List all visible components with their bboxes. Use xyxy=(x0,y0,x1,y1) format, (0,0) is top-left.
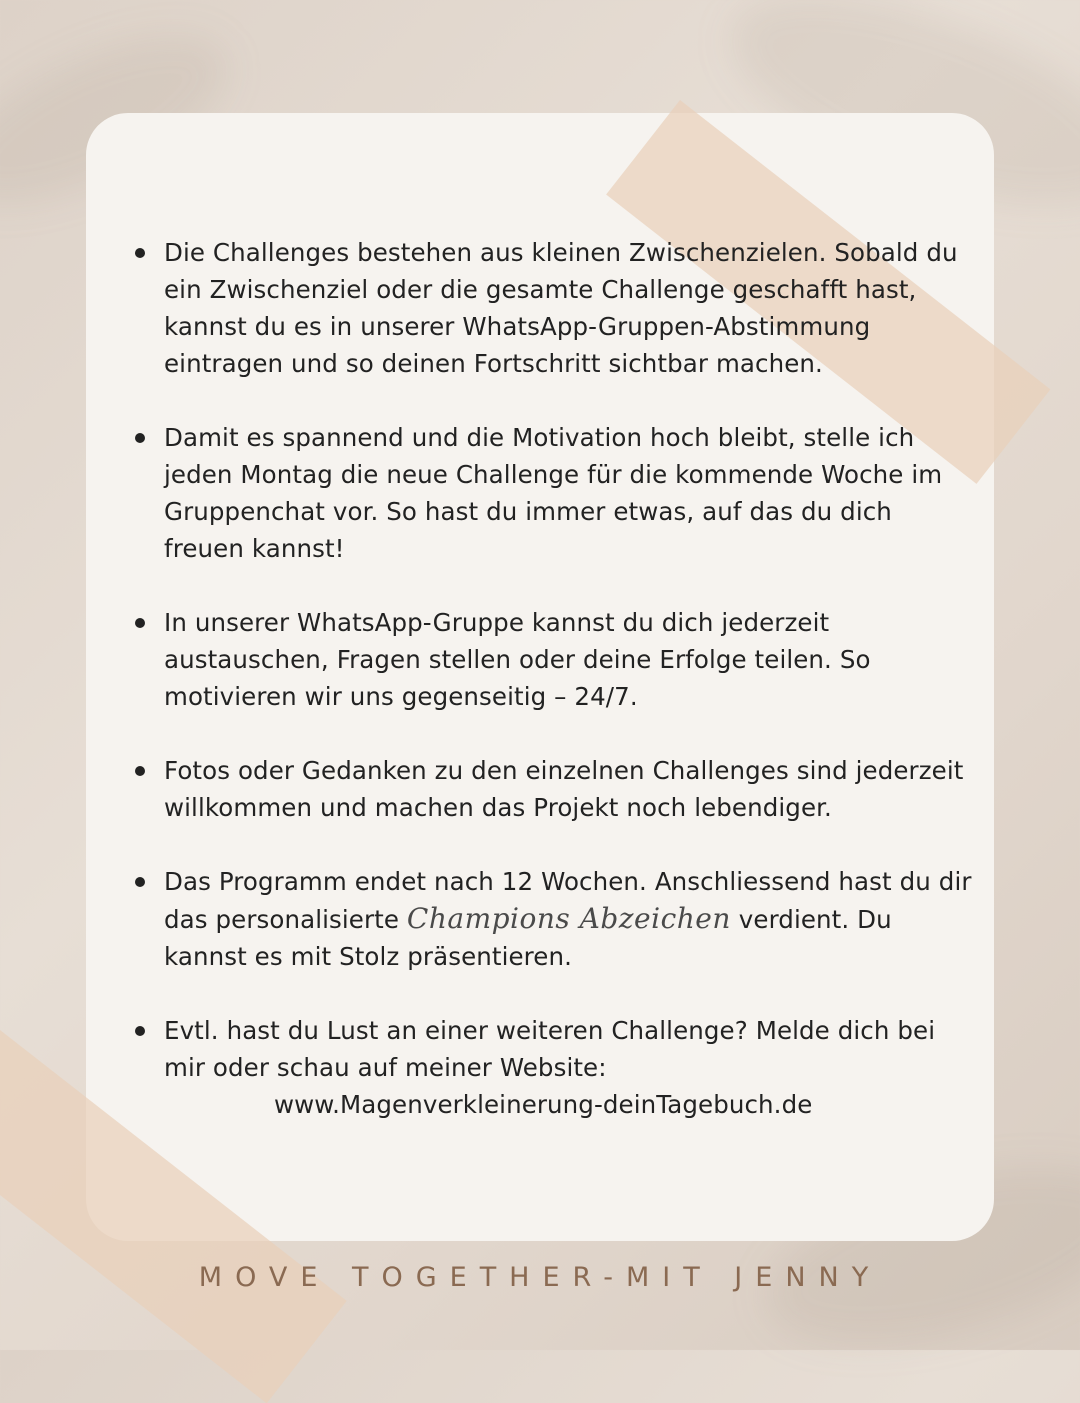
bullet-icon xyxy=(135,618,145,628)
bullet-text: Evtl. hast du Lust an einer weiteren Challenge? Melde dich bei mir oder schau auf meiner Website: xyxy=(164,1016,936,1082)
website-link[interactable]: www.Magenverkleinerung-deinTagebuch.de xyxy=(274,1090,813,1119)
bullet-text-before: Das Programm endet nach 12 Wochen. Anschliessend hast du dir das personalisierte xyxy=(164,867,972,934)
champions-badge-script-text: Champions Abzeichen xyxy=(406,902,731,935)
bullet-text: In unserer WhatsApp-Gruppe kannst du dich jederzeit austauschen, Fragen stellen oder deine Erfolge teilen. So motivieren wir uns gegenseitig – 24/7. xyxy=(164,608,871,711)
list-item xyxy=(135,604,975,715)
bullet-icon xyxy=(135,766,145,776)
list-item xyxy=(135,1012,975,1123)
bullet-icon xyxy=(135,877,145,887)
info-bullet-list xyxy=(135,234,975,1160)
footer-brand: MOVE TOGETHER-MIT JENNY xyxy=(198,1262,882,1293)
bullet-icon xyxy=(135,248,145,258)
bullet-text: Fotos oder Gedanken zu den einzelnen Challenges sind jederzeit willkommen und machen das Projekt noch lebendiger. xyxy=(164,756,964,822)
list-item xyxy=(135,234,975,382)
bullet-icon xyxy=(135,1026,145,1036)
list-item xyxy=(135,863,975,975)
bullet-text: Die Challenges bestehen aus kleinen Zwischenzielen. Sobald du ein Zwischenziel oder die gesamte Challenge geschafft hast, kannst du es in unserer WhatsApp-Gruppen-Abstimmung eintragen und so deinen Fortschritt sichtbar machen. xyxy=(164,238,958,378)
bullet-icon xyxy=(135,433,145,443)
bullet-text-after: verdient. Du kannst es mit Stolz präsentieren. xyxy=(164,905,892,971)
list-item xyxy=(135,419,975,567)
bullet-text: Damit es spannend und die Motivation hoch bleibt, stelle ich jeden Montag die neue Challenge für die kommende Woche im Gruppenchat vor. So hast du immer etwas, auf das du dich freuen kannst! xyxy=(164,423,943,563)
list-item xyxy=(135,752,975,826)
